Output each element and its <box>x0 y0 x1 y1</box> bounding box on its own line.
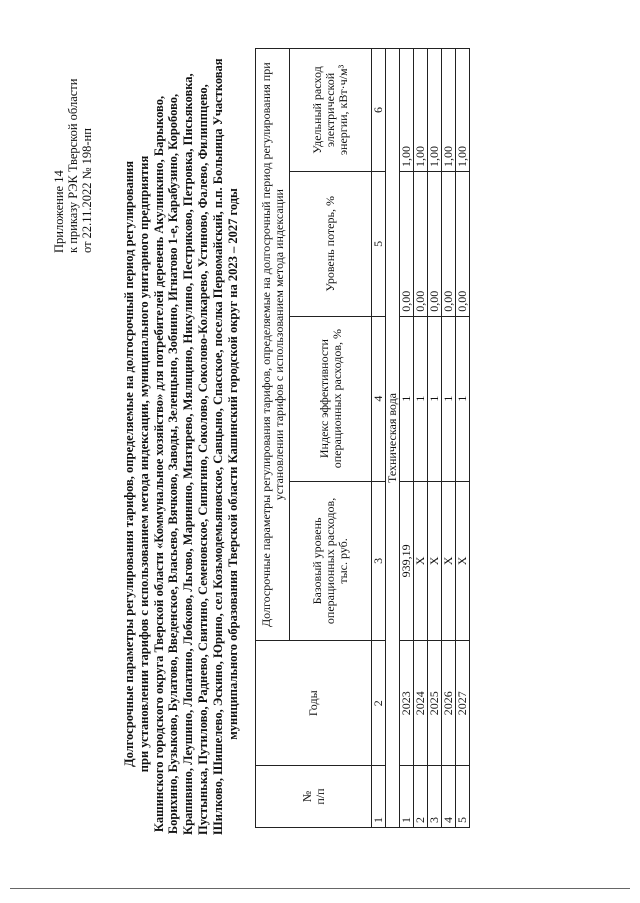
row-base-opex: Х <box>414 481 428 641</box>
row-number: 5 <box>456 766 470 828</box>
col-number: 4 <box>372 316 386 481</box>
header-base-opex: Базовый уровень операционных расходов, тыс. руб. <box>290 481 372 641</box>
row-loss: 0,00 <box>456 171 470 316</box>
col-number: 6 <box>372 49 386 172</box>
row-number: 2 <box>414 766 428 828</box>
title-line: муниципального образования Тверской области Кашинский городской округ на 2023 – 2027 годы <box>225 188 240 740</box>
row-efficiency: 1 <box>400 316 414 481</box>
table-row <box>428 49 442 828</box>
header-loss-level: Уровень потерь, % <box>290 171 372 316</box>
row-base-opex: Х <box>442 481 456 641</box>
row-energy: 1,00 <box>442 49 456 172</box>
table-row <box>414 49 428 828</box>
row-year: 2026 <box>442 641 456 766</box>
header-years: Годы <box>256 641 372 766</box>
row-number: 4 <box>442 766 456 828</box>
appendix-line: Приложение 14 <box>52 170 66 253</box>
section-header: Техническая вода <box>386 49 400 828</box>
row-year: 2024 <box>414 641 428 766</box>
row-year: 2025 <box>428 641 442 766</box>
table-row <box>456 49 470 828</box>
col-number: 3 <box>372 481 386 641</box>
row-number: 3 <box>428 766 442 828</box>
title-line: Пустынька, Путилово, Раднево, Свитино, Семеновское, Сипягино, Соколово, Соколово-Колкарево, Устиново, Фалево, Филиппцево, <box>195 84 210 835</box>
row-base-opex: 939,19 <box>400 481 414 641</box>
row-loss: 0,00 <box>428 171 442 316</box>
row-efficiency: 1 <box>414 316 428 481</box>
row-energy: 1,00 <box>414 49 428 172</box>
col-number: 2 <box>372 641 386 766</box>
title-line: Кашинского городского округа Тверской области «Коммунальное хозяйство» для потребителей деревень Акулинкино, Барыково, <box>151 95 166 833</box>
row-base-opex: Х <box>428 481 442 641</box>
row-efficiency: 1 <box>456 316 470 481</box>
row-loss: 0,00 <box>414 171 428 316</box>
title-line: Шилково, Шишелево, Эскино, Юрино, сел Козьмодемьяновское, Савцыно, Спасское, поселка Первомайский, п.п. Больница Участковая <box>210 58 225 835</box>
title-line: Борихино, Бузыково, Булатово, Введенское, Власьево, Вячково, Заводы, Зеленцыно, Зобнино, Игнатово 1-е, Карабузино, Коробово, <box>166 93 181 835</box>
header-energy-consumption: Удельный расход электрической энергии, кВт·ч/м³ <box>290 49 372 172</box>
row-efficiency: 1 <box>442 316 456 481</box>
header-num: № п/п <box>256 766 372 828</box>
scan-edge-line <box>10 888 630 889</box>
row-loss: 0,00 <box>442 171 456 316</box>
header-efficiency-index: Индекс эффективности операционных расходов, % <box>290 316 372 481</box>
title-line: Долгосрочные параметры регулирования тарифов, определяемые на долгосрочный период регулирования <box>122 161 136 768</box>
row-base-opex: Х <box>456 481 470 641</box>
title-line: Крапивино, Леушино, Лопатино, Лобково, Льгово, Маринино, Мизгирево, Мялицино, Никулино, Пестриково, Петровка, Письяковка, <box>181 73 196 835</box>
row-efficiency: 1 <box>428 316 442 481</box>
tariff-parameters-table <box>255 48 470 828</box>
row-number: 1 <box>400 766 414 828</box>
table-row <box>400 49 414 828</box>
row-loss: 0,00 <box>400 171 414 316</box>
row-energy: 1,00 <box>400 49 414 172</box>
title-line: при установлении тарифов с использованием метода индексации, муниципального унитарного предприятия <box>136 155 151 773</box>
appendix-line: к приказу РЭК Тверской области <box>66 78 80 253</box>
row-year: 2027 <box>456 641 470 766</box>
row-year: 2023 <box>400 641 414 766</box>
header-group: Долгосрочные параметры регулирования тарифов, определяемые на долгосрочный период регулирования при установлении тарифов с использованием метода индексации <box>256 49 290 641</box>
table-row <box>442 49 456 828</box>
appendix-note <box>52 23 94 253</box>
appendix-line: от 22.11.2022 № 198-нп <box>80 128 94 253</box>
row-energy: 1,00 <box>428 49 442 172</box>
col-number: 5 <box>372 171 386 316</box>
document-title <box>122 58 240 835</box>
row-energy: 1,00 <box>456 49 470 172</box>
col-number: 1 <box>372 766 386 828</box>
